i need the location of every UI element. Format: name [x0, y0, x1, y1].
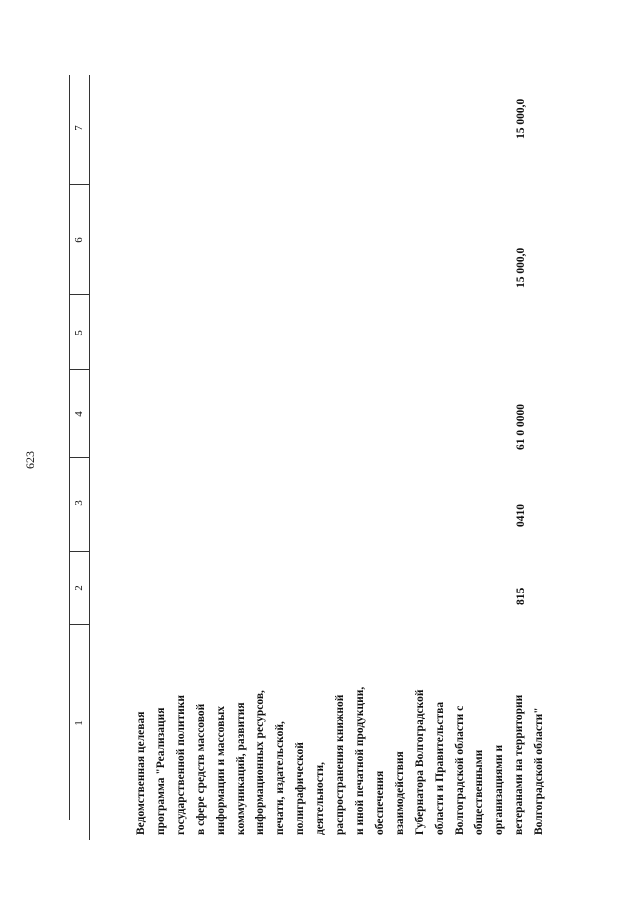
description-line: обеспечения: [373, 770, 386, 835]
description-line: области и Правительства: [433, 701, 446, 835]
description-line: и иной печатной продукции,: [353, 686, 366, 835]
description-line: Губернатора Волгоградской: [413, 689, 426, 835]
description-line: ветеранами на территории: [513, 694, 526, 835]
page-number: 623: [23, 451, 37, 469]
column-number-2: 2: [73, 585, 85, 591]
target-article-cell: 61 0 0000: [515, 404, 527, 450]
column-number-4: 4: [73, 411, 85, 417]
description-line: Волгоградской области с: [453, 705, 466, 835]
column-divider: [69, 369, 89, 370]
description-line: печати, издательской,: [274, 721, 287, 835]
description-line: в сфере средств массовой: [194, 703, 207, 835]
description-line: Волгоградской области": [533, 707, 546, 835]
description-line: взаимодействия: [393, 751, 406, 835]
table-header-bottom-rule: [89, 75, 90, 840]
description-line: информации и массовых: [214, 705, 227, 835]
column-divider: [69, 294, 89, 295]
description-line: Ведомственная целевая: [135, 711, 147, 835]
description-line: общественными: [473, 749, 486, 835]
description-line: информационных ресурсов,: [254, 690, 267, 835]
column-divider: [69, 624, 89, 625]
program-description: [132, 570, 550, 835]
table-header-top-rule: [69, 75, 70, 820]
section-code-cell: 0410: [515, 504, 527, 527]
column-number-6: 6: [73, 237, 85, 243]
column-number-3: 3: [73, 500, 85, 506]
column-number-1: 1: [73, 720, 85, 726]
column-divider: [69, 551, 89, 552]
description-line: программа "Реализация: [154, 707, 167, 835]
amount-cell: 15 000,0: [515, 247, 527, 288]
description-line: полиграфической: [294, 742, 307, 835]
column-divider: [69, 457, 89, 458]
column-divider: [69, 184, 89, 185]
description-line: распространения книжной: [334, 694, 347, 835]
column-number-5: 5: [73, 330, 85, 336]
description-line: организациями и: [493, 744, 506, 835]
description-line: деятельности,: [314, 761, 327, 835]
total-amount-cell: 15 000,0: [515, 98, 527, 139]
description-line: государственной политики: [174, 694, 187, 835]
ministry-code-cell: 815: [515, 587, 527, 605]
description-line: коммуникаций, развития: [234, 702, 247, 835]
column-number-7: 7: [73, 125, 85, 131]
